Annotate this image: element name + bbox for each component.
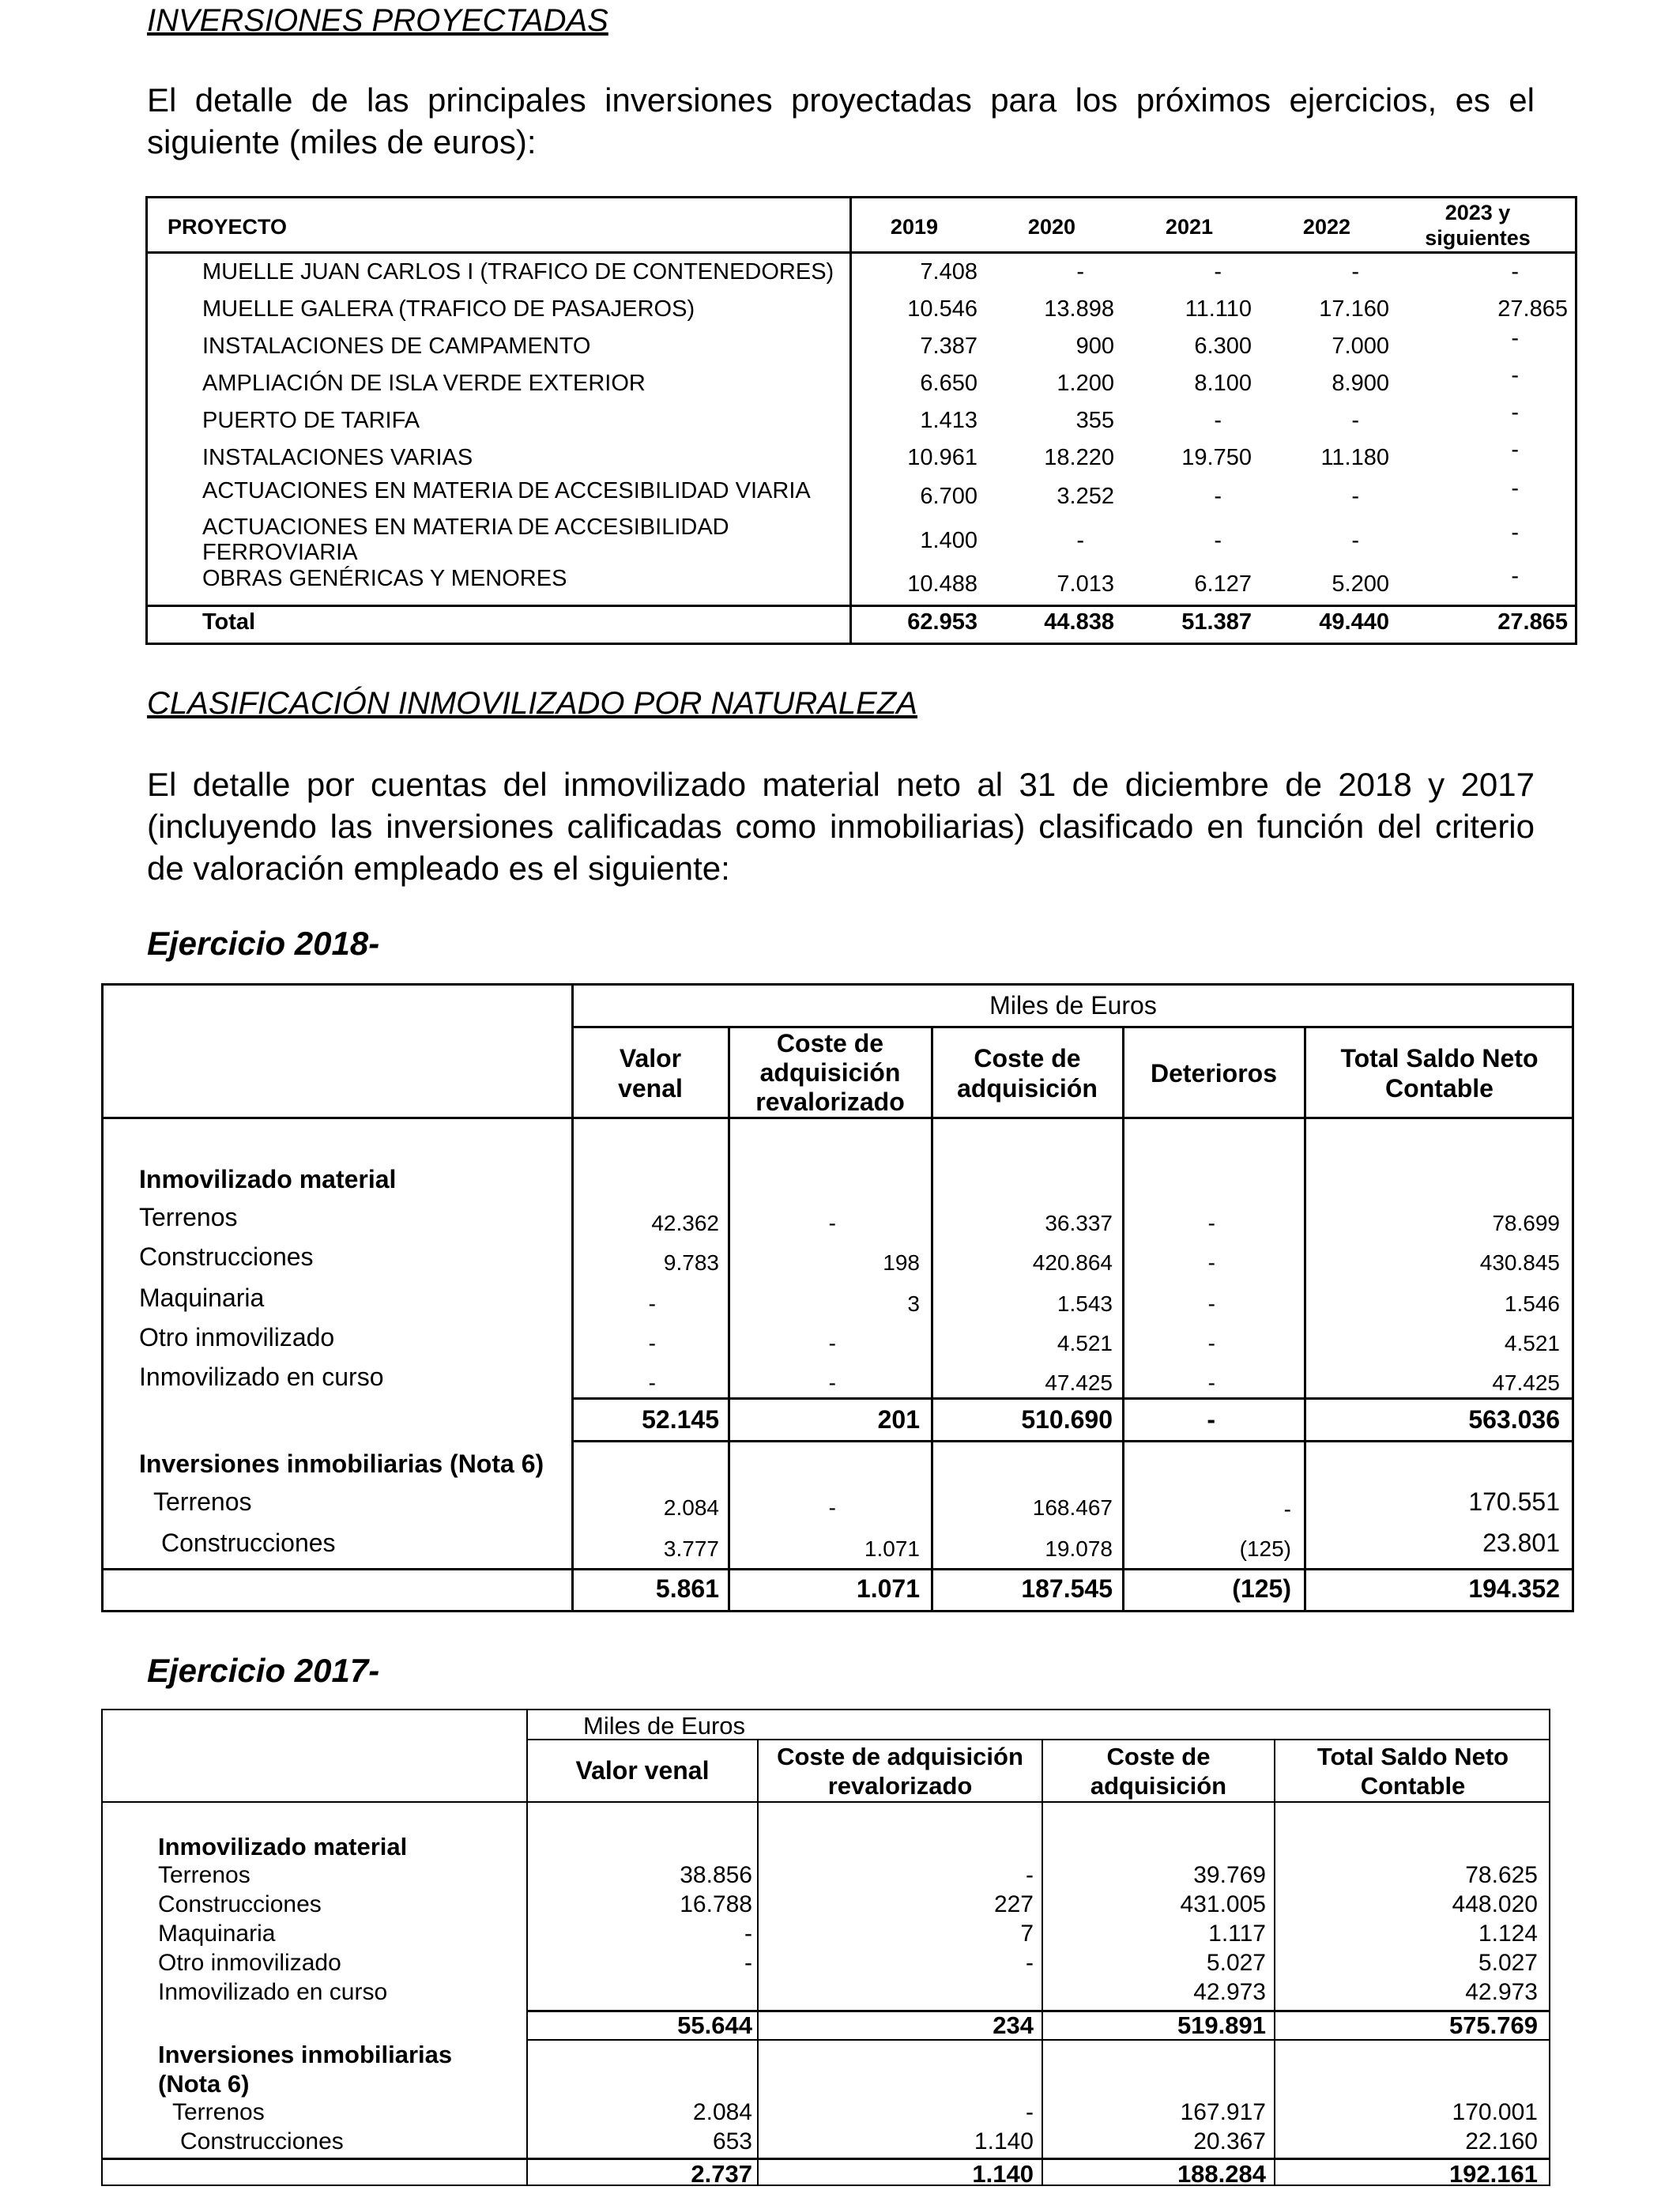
- section-title-inversiones: INVERSIONES PROYECTADAS: [147, 3, 608, 38]
- project-value: 7.408: [920, 259, 977, 285]
- r2018-label: Otro inmovilizado: [139, 1323, 335, 1351]
- project-name: PUERTO DE TARIFA: [202, 408, 420, 433]
- g2018-inversiones-inmobiliarias: Inversiones inmobiliarias (Nota 6): [139, 1449, 544, 1478]
- project-value: 10.961: [907, 445, 977, 470]
- r2018-value: -: [1207, 1291, 1215, 1316]
- r2017-value: 22.160: [1465, 2128, 1538, 2154]
- project-value: 18.220: [1044, 445, 1114, 470]
- r2018-value: 42.362: [651, 1211, 719, 1235]
- r2018-value: -: [1207, 1211, 1215, 1235]
- h2017-ca2: adquisición: [1090, 1772, 1227, 1800]
- g2017-nota6: (Nota 6): [158, 2070, 250, 2098]
- r2017-value: 227: [993, 1891, 1034, 1917]
- miles-euros-2017: Miles de Euros: [583, 1712, 746, 1740]
- r2017-subtotal: 1.140: [972, 2160, 1034, 2188]
- r2017-subtotal: 188.284: [1177, 2160, 1266, 2188]
- project-name: FERROVIARIA: [202, 540, 358, 565]
- project-name: ACTUACIONES EN MATERIA DE ACCESIBILIDAD: [202, 515, 729, 540]
- r2017-subtotal: 519.891: [1177, 2011, 1266, 2039]
- r2018-label: Maquinaria: [139, 1284, 265, 1312]
- project-value: 10.546: [907, 296, 977, 322]
- project-value: -: [1351, 528, 1359, 553]
- r2017-label: Construcciones: [180, 2128, 344, 2154]
- th-year: 2021: [1165, 215, 1213, 239]
- intro2-line-2: (incluyendo las inversiones calificadas como inmobiliarias) clasificado en función del criterio: [147, 808, 1535, 845]
- r2017-value: -: [744, 1950, 752, 1976]
- r2018-value: 198: [883, 1250, 920, 1275]
- r2018-value: -: [828, 1495, 836, 1520]
- project-value: 7.000: [1332, 334, 1389, 359]
- r2017-value: 16.788: [680, 1891, 752, 1917]
- project-name: INSTALACIONES DE CAMPAMENTO: [202, 334, 591, 359]
- h2018-valor-venal: [572, 1043, 729, 1103]
- h2018-deterioros: Deterioros: [1150, 1059, 1278, 1088]
- h2018-coste-revalorizado: [729, 1029, 932, 1117]
- intro-line-1: El detalle de las principales inversiones proyectadas para los próximos ejercicios, es el: [147, 81, 1535, 119]
- r2018-subtotal: 194.352: [1468, 1574, 1560, 1603]
- th-proyecto: PROYECTO: [168, 215, 288, 239]
- r2017-value: 38.856: [680, 1862, 752, 1888]
- r2018-value: -: [648, 1331, 656, 1355]
- r2018-subtotal: 201: [877, 1405, 920, 1434]
- r2017-value: 170.001: [1452, 2099, 1538, 2125]
- r2017-value: 5.027: [1478, 1950, 1538, 1976]
- r2018-value: (125): [1239, 1536, 1291, 1561]
- h2017-cr2: revalorizado: [827, 1772, 973, 1800]
- r2018-value: -: [828, 1211, 836, 1235]
- h2018-cr3: revalorizado: [755, 1088, 905, 1116]
- h2018-ca1: Coste de: [974, 1044, 1081, 1072]
- project-value: 8.100: [1194, 371, 1252, 396]
- project-value: -: [1511, 476, 1519, 501]
- r2018-subtotal: (125): [1232, 1574, 1291, 1603]
- r2018-label: Inmovilizado en curso: [139, 1363, 384, 1391]
- total-value: 62.953: [907, 609, 977, 635]
- h2017-tot2: Contable: [1360, 1772, 1466, 1800]
- r2017-value: 20.367: [1193, 2128, 1266, 2154]
- r2017-label: Otro inmovilizado: [158, 1950, 341, 1976]
- r2017-subtotal: 192.161: [1448, 2160, 1538, 2188]
- r2017-value: 1.124: [1478, 1921, 1538, 1947]
- r2017-subtotal: 2.737: [691, 2160, 752, 2188]
- r2017-value: 42.973: [1193, 1979, 1266, 2005]
- r2018-value: 3: [907, 1291, 920, 1316]
- project-value: 7.387: [920, 334, 977, 359]
- intro-line-2: siguiente (miles de euros):: [147, 123, 537, 160]
- r2017-value: -: [1026, 2099, 1034, 2125]
- r2018-value: 23.801: [1482, 1529, 1560, 1557]
- project-value: 27.865: [1497, 296, 1568, 322]
- h2017-ca1: Coste de: [1106, 1743, 1211, 1770]
- h2018-tot2: Contable: [1385, 1074, 1494, 1103]
- h2018-ca2: adquisición: [957, 1074, 1098, 1103]
- r2018-value: -: [828, 1331, 836, 1355]
- project-value: 6.650: [920, 371, 977, 396]
- project-value: 10.488: [907, 571, 977, 597]
- r2018-value: 168.467: [1032, 1495, 1113, 1520]
- r2018-value: 47.425: [1492, 1370, 1560, 1395]
- r2017-value: 431.005: [1180, 1891, 1266, 1917]
- r2018-value: 170.551: [1468, 1487, 1560, 1516]
- r2018-value: -: [648, 1370, 656, 1395]
- project-name: AMPLIACIÓN DE ISLA VERDE EXTERIOR: [202, 371, 646, 396]
- g2018-inmovilizado-material: Inmovilizado material: [139, 1165, 397, 1193]
- project-value: -: [1076, 528, 1084, 553]
- r2018-label: Construcciones: [161, 1529, 336, 1557]
- r2018-value: 9.783: [663, 1250, 719, 1275]
- project-value: 1.400: [920, 528, 977, 553]
- r2018-subtotal: 1.071: [856, 1574, 920, 1603]
- h2017-cr1: Coste de adquisición: [777, 1743, 1023, 1770]
- project-value: 1.200: [1057, 371, 1114, 396]
- r2018-label: Terrenos: [139, 1203, 238, 1231]
- r2018-value: 1.543: [1057, 1291, 1113, 1316]
- project-value: -: [1214, 484, 1222, 509]
- r2018-value: -: [648, 1291, 656, 1316]
- h2018-venal: venal: [618, 1074, 683, 1103]
- r2017-value: 39.769: [1193, 1862, 1266, 1888]
- h2018-total-saldo: [1305, 1043, 1574, 1103]
- r2017-value: -: [744, 1921, 752, 1947]
- project-value: 6.300: [1194, 334, 1252, 359]
- project-name: ACTUACIONES EN MATERIA DE ACCESIBILIDAD VIARIA: [202, 478, 811, 503]
- project-name: MUELLE JUAN CARLOS I (TRAFICO DE CONTENEDORES): [202, 259, 834, 285]
- r2018-value: 4.521: [1057, 1331, 1113, 1355]
- project-value: -: [1511, 326, 1519, 351]
- project-value: -: [1351, 408, 1359, 433]
- r2018-label: Construcciones: [139, 1242, 314, 1271]
- r2017-value: 42.973: [1465, 1979, 1538, 2005]
- project-value: 7.013: [1057, 571, 1114, 597]
- r2017-value: -: [1026, 1862, 1034, 1888]
- r2018-value: -: [1207, 1250, 1215, 1275]
- project-value: -: [1214, 259, 1222, 285]
- r2018-value: 2.084: [663, 1495, 719, 1520]
- r2018-value: 1.071: [864, 1536, 920, 1561]
- h2017-valor-venal: Valor venal: [575, 1756, 710, 1785]
- project-value: 19.750: [1181, 445, 1252, 470]
- r2018-subtotal: -: [1207, 1405, 1215, 1434]
- project-value: -: [1511, 259, 1519, 285]
- r2017-value: 7: [1020, 1921, 1034, 1947]
- project-value: 11.110: [1185, 296, 1252, 322]
- h2017-coste-adquisicion: [1043, 1742, 1274, 1800]
- th-2023: 2023 y: [1445, 201, 1511, 224]
- r2018-label: Terrenos: [153, 1487, 252, 1516]
- project-value: 1.413: [920, 408, 977, 433]
- r2018-subtotal: 563.036: [1468, 1405, 1560, 1434]
- r2017-value: 653: [712, 2128, 752, 2154]
- r2018-value: 1.546: [1504, 1291, 1560, 1316]
- r2018-subtotal: 187.545: [1021, 1574, 1113, 1603]
- h2017-coste-revalorizado: [759, 1742, 1042, 1800]
- project-value: -: [1511, 400, 1519, 425]
- h2018-tot1: Total Saldo Neto: [1340, 1044, 1539, 1072]
- project-value: -: [1214, 408, 1222, 433]
- r2017-subtotal: 234: [993, 2011, 1034, 2039]
- h2017-total-saldo: [1275, 1742, 1550, 1800]
- project-value: 17.160: [1319, 296, 1389, 322]
- r2018-value: 36.337: [1045, 1211, 1113, 1235]
- th-year: 2022: [1302, 215, 1350, 239]
- total-value: 49.440: [1319, 609, 1389, 635]
- h2017-tot1: Total Saldo Neto: [1317, 1743, 1509, 1770]
- section-title-clasificacion: CLASIFICACIÓN INMOVILIZADO POR NATURALEZA: [147, 686, 917, 721]
- r2017-value: 1.140: [974, 2128, 1034, 2154]
- project-value: 355: [1075, 408, 1114, 433]
- r2017-value: 5.027: [1206, 1950, 1266, 1976]
- project-value: 13.898: [1044, 296, 1114, 322]
- project-value: -: [1351, 259, 1359, 285]
- r2018-subtotal: 510.690: [1021, 1405, 1113, 1434]
- project-value: 5.200: [1332, 571, 1389, 597]
- project-name: INSTALACIONES VARIAS: [202, 445, 473, 470]
- project-name: OBRAS GENÉRICAS Y MENORES: [202, 566, 567, 591]
- project-value: 3.252: [1057, 484, 1114, 509]
- r2018-value: 19.078: [1045, 1536, 1113, 1561]
- r2017-subtotal: 575.769: [1448, 2011, 1538, 2039]
- r2018-value: 78.699: [1492, 1211, 1560, 1235]
- r2017-value: 448.020: [1452, 1891, 1538, 1917]
- h2018-coste-adquisicion: [932, 1043, 1123, 1103]
- ejercicio-2018-title: Ejercicio 2018-: [147, 925, 380, 962]
- r2017-label: Terrenos: [158, 1862, 250, 1888]
- r2018-value: 4.521: [1504, 1331, 1560, 1355]
- r2017-label: Maquinaria: [158, 1921, 276, 1947]
- r2017-value: 167.917: [1180, 2099, 1266, 2125]
- r2018-value: 420.864: [1032, 1250, 1113, 1275]
- project-name: MUELLE GALERA (TRAFICO DE PASAJEROS): [202, 296, 695, 322]
- r2017-value: 1.117: [1208, 1921, 1266, 1947]
- project-value: -: [1511, 564, 1519, 589]
- h2018-valor: Valor: [619, 1044, 682, 1072]
- r2018-value: 47.425: [1045, 1370, 1113, 1395]
- total-label: Total: [202, 609, 256, 635]
- project-value: -: [1511, 437, 1519, 462]
- r2017-label: Construcciones: [158, 1891, 322, 1917]
- project-value: 11.180: [1320, 445, 1389, 470]
- intro2-line-3: de valoración empleado es el siguiente:: [147, 850, 730, 887]
- th-year: 2019: [890, 215, 938, 239]
- r2018-subtotal: 5.861: [655, 1574, 719, 1603]
- project-value: 900: [1075, 334, 1114, 359]
- r2017-value: -: [1026, 1950, 1034, 1976]
- th-siguientes: siguientes: [1425, 226, 1531, 250]
- r2018-value: -: [828, 1370, 836, 1395]
- r2018-subtotal: 52.145: [642, 1405, 719, 1434]
- g2017-inmovilizado-material: Inmovilizado material: [158, 1833, 408, 1860]
- project-value: 6.127: [1194, 571, 1252, 597]
- r2018-value: 3.777: [663, 1536, 719, 1561]
- total-value: 51.387: [1181, 609, 1252, 635]
- total-value: 27.865: [1497, 609, 1568, 635]
- project-value: -: [1076, 259, 1084, 285]
- r2017-label: Terrenos: [172, 2099, 265, 2125]
- project-value: -: [1511, 363, 1519, 388]
- project-value: -: [1351, 484, 1359, 509]
- r2017-value: 2.084: [692, 2099, 752, 2125]
- r2018-value: -: [1207, 1370, 1215, 1395]
- th-year: 2020: [1027, 215, 1075, 239]
- h2018-cr1: Coste de: [776, 1029, 884, 1057]
- project-value: -: [1511, 520, 1519, 545]
- r2018-value: 430.845: [1479, 1250, 1560, 1275]
- g2017-inversiones-inmobiliarias: Inversiones inmobiliarias: [158, 2041, 453, 2068]
- project-value: -: [1214, 528, 1222, 553]
- total-value: 44.838: [1044, 609, 1114, 635]
- r2017-label: Inmovilizado en curso: [158, 1979, 388, 2005]
- ejercicio-2017-title: Ejercicio 2017-: [147, 1652, 380, 1689]
- r2017-subtotal: 55.644: [677, 2011, 752, 2039]
- project-value: 8.900: [1332, 371, 1389, 396]
- project-value: 6.700: [920, 484, 977, 509]
- miles-euros-2018: Miles de Euros: [989, 991, 1157, 1020]
- r2018-value: -: [1207, 1331, 1215, 1355]
- h2018-cr2: adquisición: [759, 1058, 901, 1087]
- intro2-line-1: El detalle por cuentas del inmovilizado material neto al 31 de diciembre de 2018 y 2017: [147, 766, 1535, 803]
- r2018-value: -: [1283, 1497, 1291, 1521]
- r2017-value: 78.625: [1465, 1862, 1538, 1888]
